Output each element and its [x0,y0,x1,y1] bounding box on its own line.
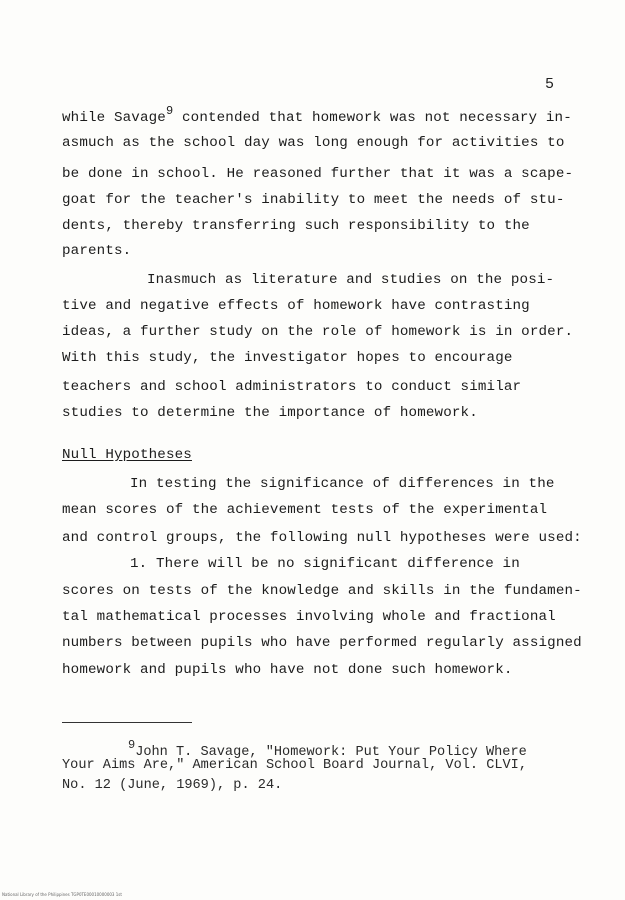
footnote-divider [62,722,192,723]
body-line-1-start: while Savage [62,110,166,126]
body-line-12: studies to determine the importance of homework. [62,405,478,421]
body-line-10: With this study, the investigator hopes to encourage [62,350,513,366]
hypothesis-1-line-1: 1. There will be no significant difference in [130,556,520,572]
body-line-6: parents. [62,243,132,259]
body-line-8: tive and negative effects of homework have contrasting [62,298,530,314]
footnote-line-3: No. 12 (June, 1969), p. 24. [62,778,283,793]
footnote-line-2: Your Aims Are," American School Board Journal, Vol. CLVI, [62,758,527,773]
page-number: 5 [545,76,555,93]
hypothesis-1-line-5: homework and pupils who have not done such homework. [62,662,513,678]
footnote-line-1-text: John T. Savage, "Homework: Put Your Policy Where [135,745,527,760]
body-line-4: goat for the teacher's inability to meet the needs of stu- [62,192,565,208]
body-line-2: asmuch as the school day was long enough for activities to [62,135,565,151]
body-line-3: be done in school. He reasoned further that it was a scape- [62,166,574,182]
footnote-line-1 [128,738,527,760]
hypothesis-1-line-4: numbers between pupils who have performed regularly assigned [62,635,582,651]
body-line-9: ideas, a further study on the role of homework is in order. [62,324,574,340]
hypothesis-1-line-2: scores on tests of the knowledge and skills in the fundamen- [62,583,582,599]
body-line-1 [62,104,572,126]
section-heading: Null Hypotheses [62,447,192,463]
body-line-1-end: contended that homework was not necessary in- [173,110,572,126]
body-line-11: teachers and school administrators to conduct similar [62,379,522,395]
archive-source-strip: National Library of the Philippines TGP0TE00010000003 1st [2,892,122,897]
hypothesis-1-line-3: tal mathematical processes involving whole and fractional [62,609,556,625]
body-line-7: Inasmuch as literature and studies on the posi- [147,272,555,288]
body-line-5: dents, thereby transferring such responsibility to the [62,218,530,234]
section-line-2: mean scores of the achievement tests of the experimental [62,502,548,518]
section-line-3: and control groups, the following null hypotheses were used: [62,530,582,546]
footnote-reference: 9 [165,104,174,118]
section-line-1: In testing the significance of differences in the [130,476,555,492]
footnote-number: 9 [128,738,136,752]
